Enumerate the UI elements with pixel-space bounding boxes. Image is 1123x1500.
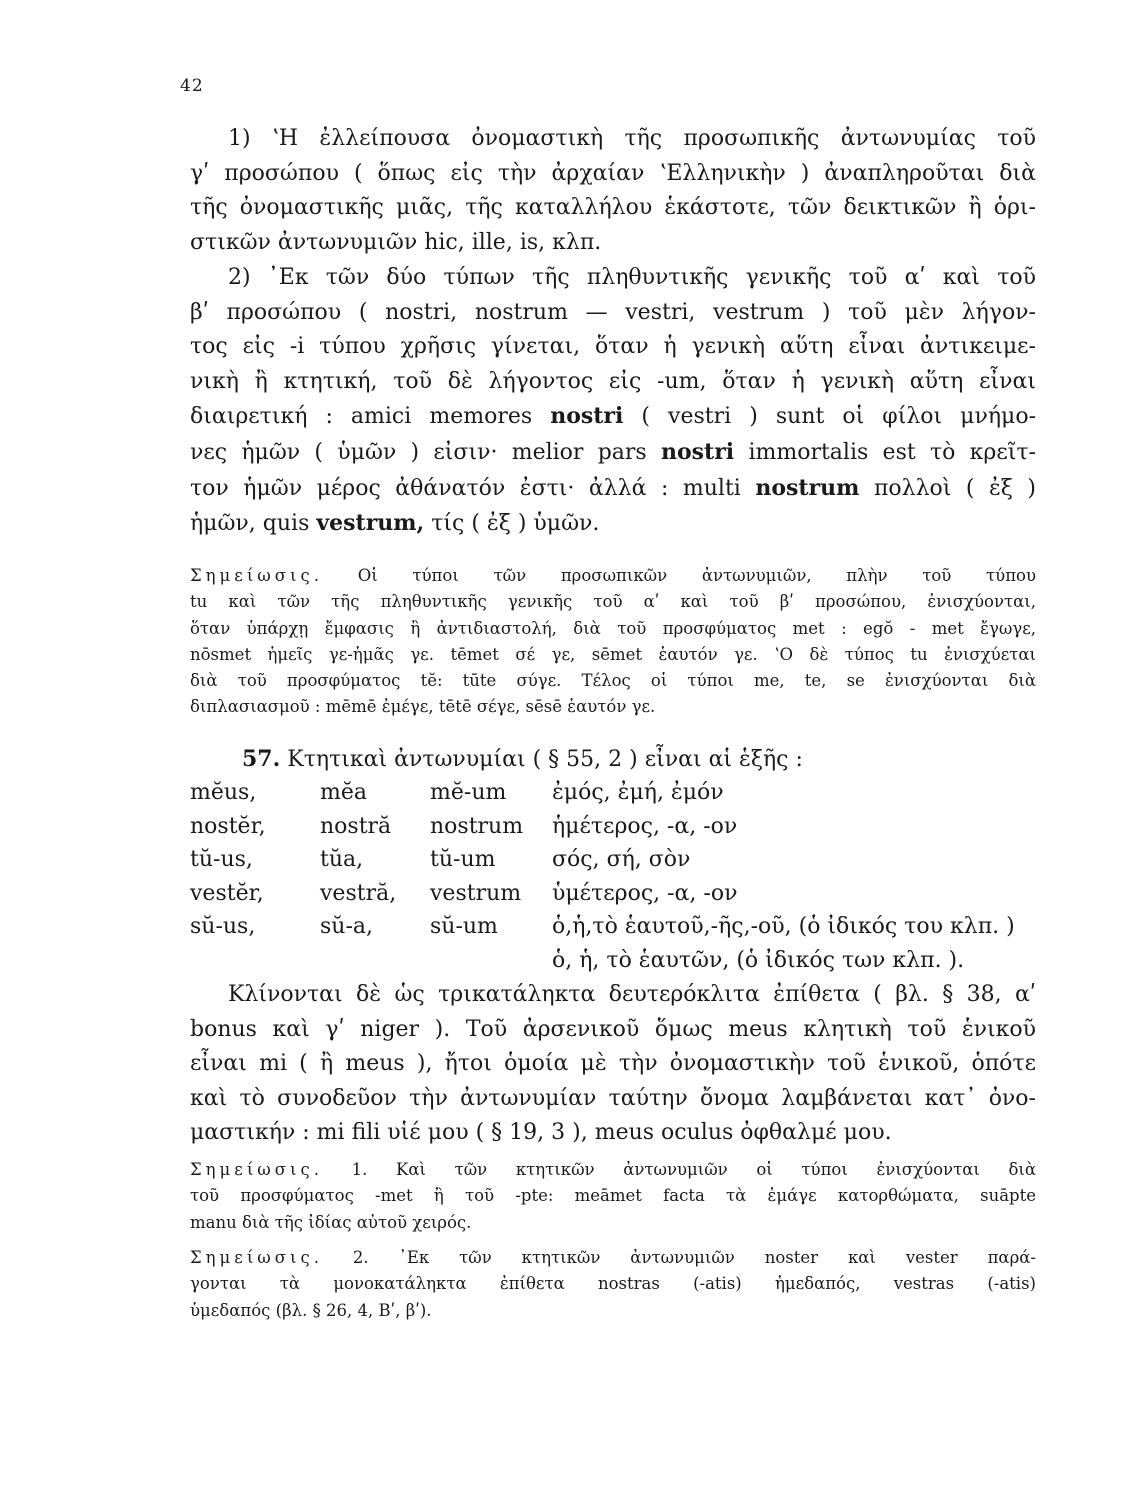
section-title: Κτητικαὶ ἀντωνυμίαι ( § 55, 2 ) εἶναι αἱ ἑξῆς : (287, 747, 803, 772)
text-fragment: πολλοὶ ( ἐξ ) (859, 475, 1036, 501)
note-line: nōsmet ἡμεῖς γε-ἡμᾶς γε. tēmet σέ γε, sēmet ἑαυτόν γε. ʽΟ δὲ τύπος tu ἐνισχύεται (190, 644, 1036, 664)
feminine-form: sŭ-a, (320, 914, 374, 939)
paragraph-2 (190, 261, 1036, 542)
text-fragment: 2) ᾿Εκ τῶν δύο τύπων τῆς πληθυντικῆς γενικῆς τοῦ αʹ καὶ τοῦ (228, 265, 1036, 290)
note-line (190, 1245, 1036, 1271)
note-text: 2. ᾿Εκ τῶν κτητικῶν ἀντωνυμιῶν noster καὶ vester παρά- (352, 1248, 1036, 1267)
neuter-form: vestrum (430, 880, 522, 906)
greek-gloss: ἡμέτερος, -α, -ον (552, 813, 738, 839)
note-1 (190, 563, 1036, 721)
note-line: ὑμεδαπός (βλ. § 26, 4, Βʹ, βʹ). (190, 1300, 432, 1320)
text-line (190, 399, 1036, 435)
text-line: bonus καὶ γʹ niger ). Τοῦ ἀρσενικοῦ ὅμως meus κλητικὴ τοῦ ἑνικοῦ (190, 1016, 1036, 1042)
text-line: εἶναι mi ( ἢ meus ), ἤτοι ὁμοία μὲ τὴν ὀνομαστικὴν τοῦ ἑνικοῦ, ὁπότε (190, 1051, 1036, 1077)
masculine-form: tŭ-us, (190, 847, 253, 872)
note-label: Σημείωσις. (190, 1160, 323, 1179)
masculine-form: nostĕr, (190, 813, 266, 839)
note-3 (190, 1245, 1036, 1324)
bold-latin-term: nostrum (755, 474, 860, 501)
feminine-form: nostră (320, 813, 392, 839)
greek-gloss: ἐμός, ἐμή, ἐμόν (552, 780, 724, 805)
greek-gloss: σός, σή, σὸν (552, 847, 691, 872)
note-line (190, 563, 1036, 589)
masculine-form: mĕus, (190, 780, 257, 805)
feminine-form: vestră, (320, 880, 397, 906)
text-line (190, 506, 1036, 542)
page-number: 42 (180, 76, 204, 96)
feminine-form: tŭa, (320, 847, 364, 872)
text-line (190, 330, 1036, 365)
text-line (190, 296, 1036, 331)
neuter-form: nostrum (430, 813, 524, 839)
greek-gloss: ὁ, ἡ, τὸ ἑαυτῶν, (ὁ ἰδικός των κλπ. ). (552, 947, 965, 973)
neuter-form: mĕ-um (430, 780, 507, 805)
text-line: Κλίνονται δὲ ὡς τρικατάληκτα δευτερόκλιτα ἐπίθετα ( βλ. § 38, αʹ (228, 982, 1036, 1007)
text-fragment: διαιρετική : amici memores (190, 404, 551, 430)
text-line (190, 471, 1036, 507)
note-line (190, 1157, 1036, 1183)
bold-latin-term: nostri (550, 403, 624, 430)
text-line: γʹ προσώπου ( ὅπως εἰς τὴν ἀρχαίαν ʽΕλληνικὴν ) ἀναπληροῦται διὰ (190, 160, 1036, 186)
note-line: tu καὶ τῶν τῆς πληθυντικῆς γενικῆς τοῦ αʹ καὶ τοῦ βʹ προσώπου, ἐνισχύονται, (190, 592, 1036, 612)
paragraph-1 (190, 122, 1036, 260)
note-line: ὅταν ὑπάρχῃ ἔμφασις ἢ ἀντιδιαστολή, διὰ τοῦ προσφύματος met : egŏ - met ἔγωγε, (190, 618, 1036, 638)
masculine-form: vestĕr, (190, 880, 264, 906)
text-fragment: τίς ( ἐξ ) ὑμῶν. (424, 511, 600, 537)
greek-gloss: ὑμέτερος, -α, -ον (552, 880, 738, 906)
text-fragment: ( vestri ) sunt οἱ φίλοι μνήμο- (623, 404, 1037, 430)
text-line (190, 261, 1036, 296)
note-text: Οἱ τύποι τῶν προσωπικῶν ἀντωνυμιῶν, πλὴν τοῦ τύπου (357, 566, 1036, 585)
text-fragment: βʹ προσώπου ( nostri, nostrum — vestri, vestrum ) τοῦ μὲν λήγον- (190, 299, 1036, 325)
section-57-heading (242, 742, 1042, 778)
masculine-form: sŭ-us, (190, 914, 256, 939)
neuter-form: tŭ-um (430, 847, 496, 872)
text-line: καὶ τὸ συνοδεῦον τὴν ἀντωνυμίαν ταύτην ὄνομα λαμβάνεται κατ᾿ ὀνο- (190, 1085, 1036, 1111)
bold-latin-term: vestrum, (316, 510, 425, 537)
section-number: 57. (242, 746, 281, 772)
text-fragment: immortalis est τὸ κρεῖτ- (734, 439, 1036, 465)
note-line: γονται τὰ μονοκατάληκτα ἐπίθετα nostras (-atis) ἡμεδαπός, vestras (-atis) (190, 1274, 1036, 1294)
text-line: στικῶν ἀντωνυμιῶν hic, ille, is, κλπ. (190, 229, 602, 255)
feminine-form: mĕa (320, 780, 367, 805)
note-2 (190, 1157, 1036, 1236)
text-fragment: τος εἰς -i τύπου χρῆσις γίνεται, ὅταν ἡ γενικὴ αὕτη εἶναι ἀντικειμε- (190, 334, 1036, 360)
text-fragment: νες ἡμῶν ( ὑμῶν ) εἰσιν· melior pars (190, 439, 661, 465)
text-fragment: ἡμῶν, quis (190, 511, 317, 537)
text-line: μαστικήν : mi fili υἱέ μου ( § 19, 3 ), meus oculus ὀφθαλμέ μου. (190, 1120, 892, 1146)
text-line: 1) ʽΗ ἐλλείπουσα ὀνομαστικὴ τῆς προσωπικῆς ἀντωνυμίας τοῦ (228, 126, 1036, 151)
note-line: διὰ τοῦ προσφύματος tĕ: tūte σύγε. Τέλος οἱ τύποι me, te, se ἐνισχύονται διὰ (190, 671, 1036, 691)
text-fragment: τον ἡμῶν μέρος ἀθάνατόν ἐστι· ἀλλά : multi (190, 475, 756, 501)
note-label: Σημείωσις. (190, 566, 323, 585)
text-fragment: νικὴ ἢ κτητική, τοῦ δὲ λήγοντος εἰς -um, ὅταν ἡ γενικὴ αὕτη εἶναι (190, 368, 1036, 394)
bold-latin-term: nostri (661, 438, 735, 465)
note-label: Σημείωσις. (190, 1248, 323, 1267)
note-text: 1. Καὶ τῶν κτητικῶν ἀντωνυμιῶν οἱ τύποι ἐνισχύονται διὰ (351, 1160, 1036, 1179)
text-line (190, 435, 1036, 471)
greek-gloss: ὁ,ἡ,τὸ ἑαυτοῦ,-ῆς,-οῦ, (ὁ ἰδικός του κλπ. ) (552, 914, 1015, 939)
text-line (190, 365, 1036, 400)
note-line: διπλασιασμοῦ : mēmē ἐμέγε, tētē σέγε, sēsē ἑαυτόν γε. (190, 697, 656, 717)
paragraph-3 (190, 978, 1036, 1151)
neuter-form: sŭ-um (430, 914, 498, 939)
note-line: τοῦ προσφύματος -met ἢ τοῦ -pte: meāmet facta τὰ ἐμάγε κατορθώματα, suāpte (190, 1186, 1036, 1206)
note-line: manu διὰ τῆς ἰδίας αὐτοῦ χειρός. (190, 1212, 472, 1232)
text-line: τῆς ὀνομαστικῆς μιᾶς, τῆς καταλλήλου ἑκάστοτε, τῶν δεικτικῶν ἢ ὁρι- (190, 195, 1036, 221)
